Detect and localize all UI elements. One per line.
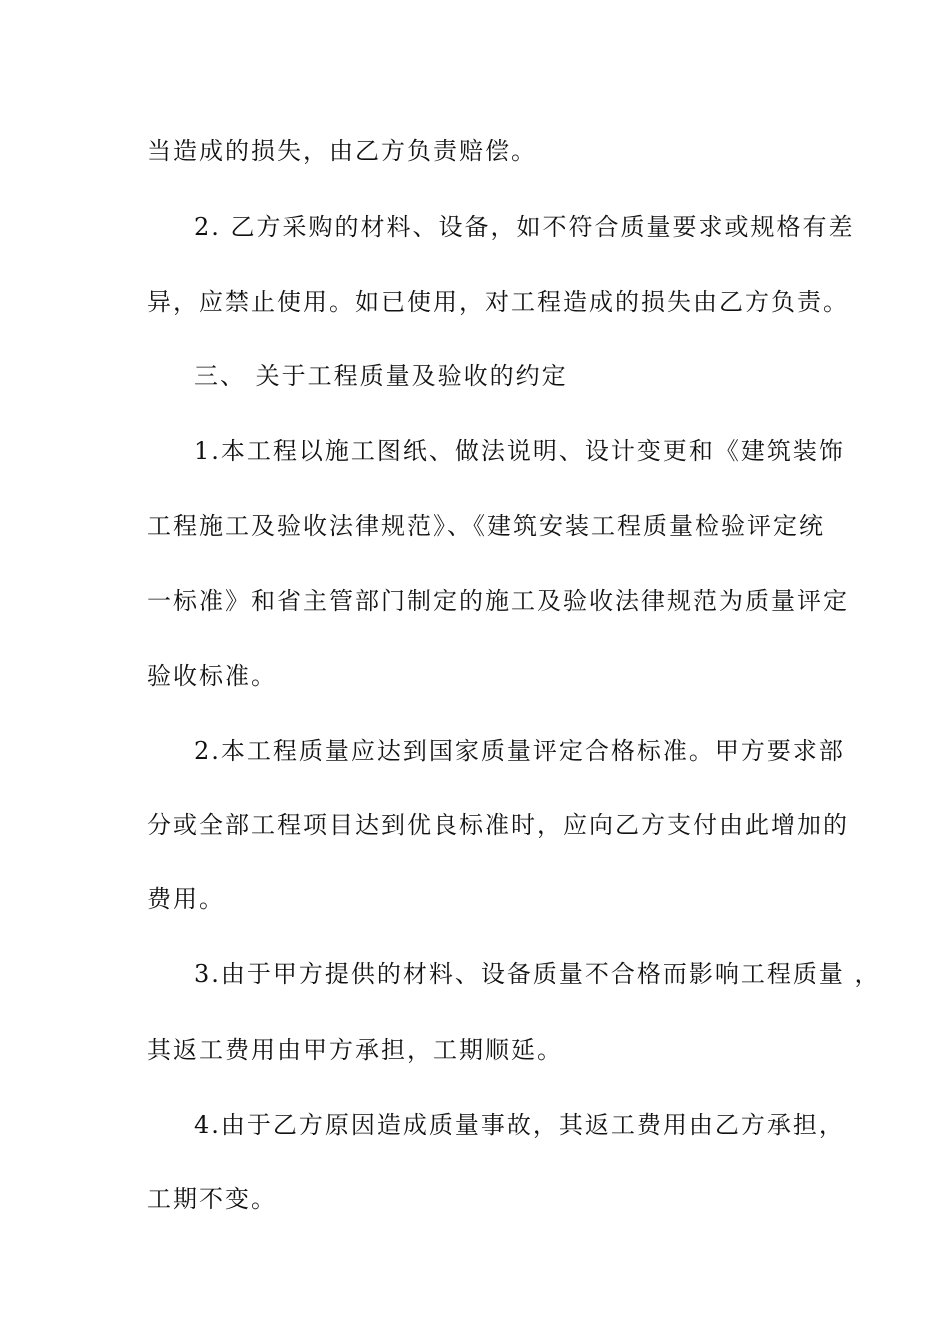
text-line-1: 当造成的损失，由乙方负责赔偿。 — [147, 137, 537, 165]
text-line-11: 费用。 — [147, 885, 225, 913]
text-line-8: 验收标准。 — [147, 662, 277, 690]
text-line-15: 工期不变。 — [147, 1185, 277, 1213]
text-line-5: 1.本工程以施工图纸、做法说明、设计变更和《建筑装饰 — [194, 437, 845, 465]
text-line-10: 分或全部工程项目达到优良标准时，应向乙方支付由此增加的 — [147, 811, 849, 839]
text-line-6: 工程施工及验收法律规范》、《建筑安装工程质量检验评定统 — [147, 512, 825, 540]
text-line-12: 3.由于甲方提供的材料、设备质量不合格而影响工程质量 ， — [194, 960, 881, 988]
text-line-9: 2.本工程质量应达到国家质量评定合格标准。甲方要求部 — [194, 737, 845, 765]
text-line-13: 其返工费用由甲方承担，工期顺延。 — [147, 1036, 563, 1064]
text-line-7: 一标准》和省主管部门制定的施工及验收法律规范为质量评定 — [147, 587, 849, 615]
text-line-14: 4.由于乙方原因造成质量事故，其返工费用由乙方承担， — [194, 1111, 845, 1139]
text-line-2: 2. 乙方采购的材料、设备，如不符合质量要求或规格有差 — [194, 213, 855, 241]
section-heading: 三、 关于工程质量及验收的约定 — [194, 362, 568, 390]
text-line-3: 异，应禁止使用。如已使用，对工程造成的损失由乙方负责。 — [147, 288, 849, 316]
